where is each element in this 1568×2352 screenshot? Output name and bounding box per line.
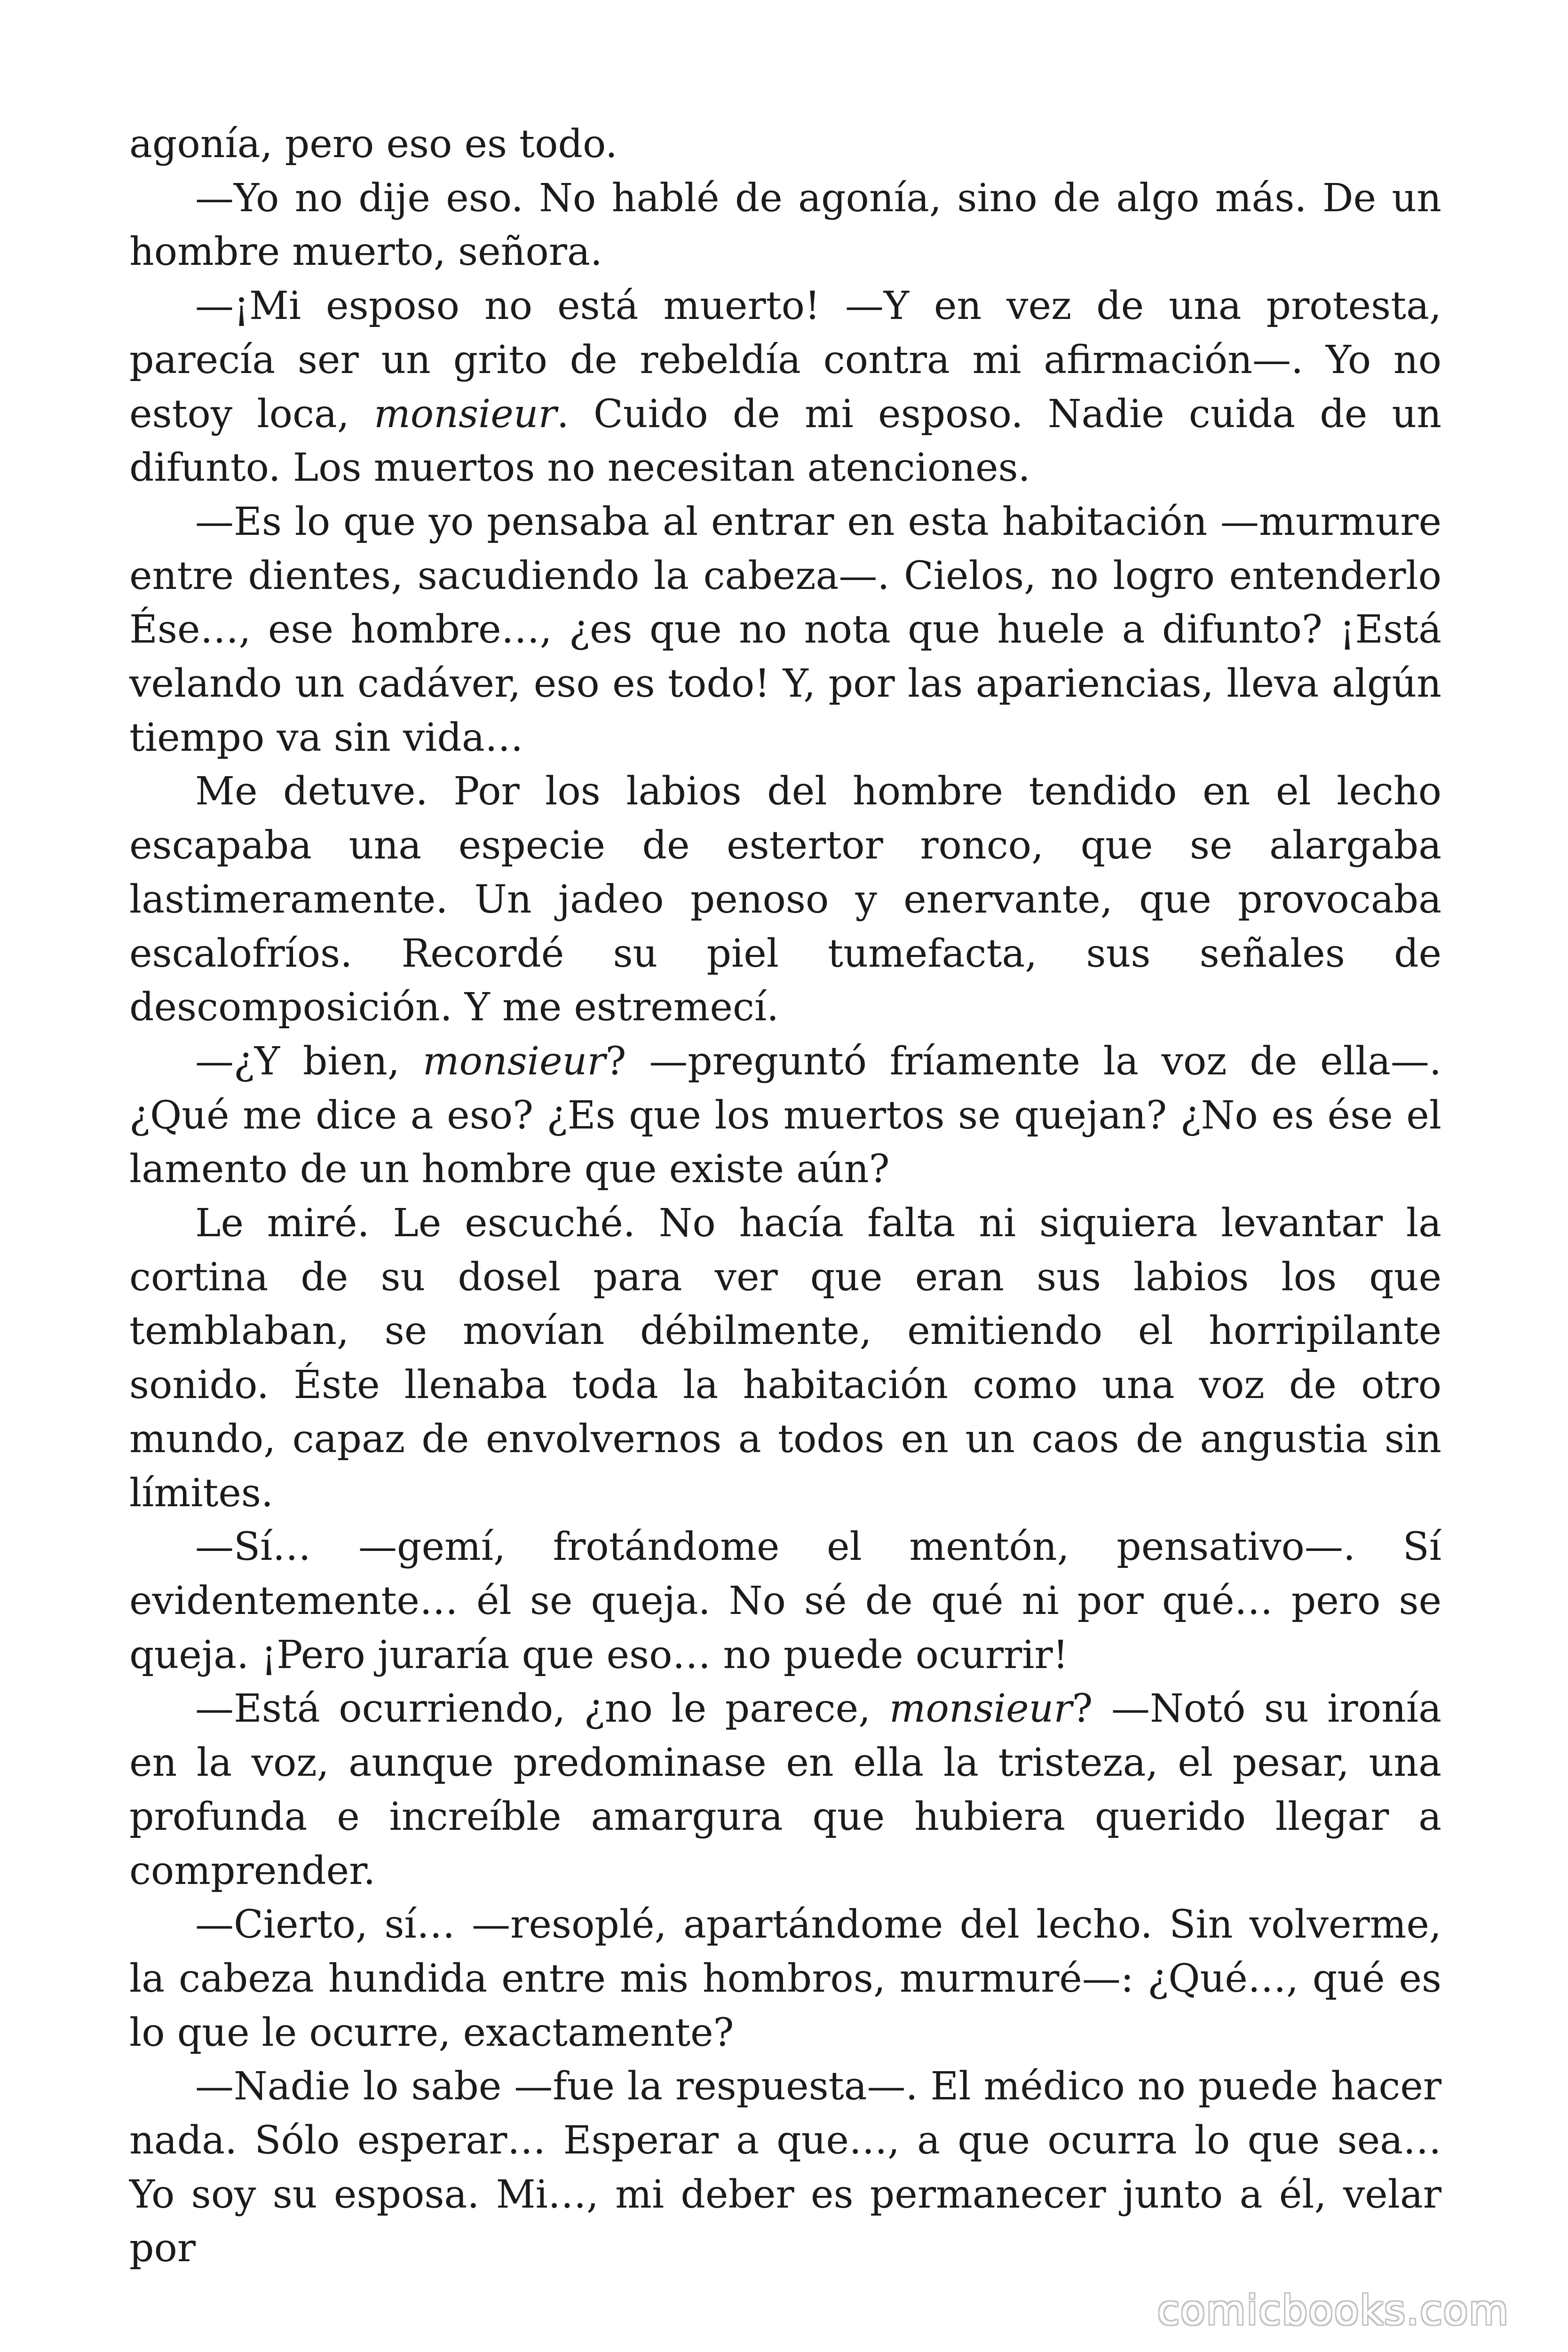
paragraph (129, 765, 1441, 1035)
text-segment: —Está ocurriendo, ¿no le parece, (195, 1686, 889, 1732)
text-segment: . Cuido de mi esposo. Nadie cuida de un difunto. Los muertos no necesitan atenciones. (129, 391, 1442, 491)
text-segment: agonía, pero eso es todo. (129, 122, 618, 167)
book-page-text (129, 118, 1441, 2276)
paragraph (129, 1682, 1441, 1898)
text-segment: —¡Mi esposo no está muerto! —Y en vez de una protesta, parecía ser un grito de rebeldía contra mi afirmación—. Yo no estoy loca, (129, 284, 1441, 437)
paragraph (129, 1898, 1441, 2060)
italic-text: monsieur (422, 1039, 606, 1084)
text-segment: —Cierto, sí… —resoplé, apartándome del lecho. Sin volverme, la cabeza hundida entre mis hombros, murmuré—: ¿Qué…, qué es lo que le ocurre, exactamente? (129, 1902, 1441, 2055)
text-segment: —Nadie lo sabe —fue la respuesta—. El médico no puede hacer nada. Sólo esperar… Esperar a que…, a que ocurra lo que sea… Yo soy su esposa. Mi…, mi deber es permanecer junto a él, velar por (129, 2064, 1441, 2271)
text-segment: —Sí… —gemí, frotándome el mentón, pensativo—. Sí evidentemente… él se queja. No sé de qué ni por qué… pero se queja. ¡Pero juraría que eso… no puede ocurrir! (129, 1525, 1441, 1677)
paragraph (129, 279, 1441, 495)
paragraph (129, 1520, 1441, 1682)
text-segment: ? —preguntó fríamente la voz de ella—. ¿Qué me dice a eso? ¿Es que los muertos se quejan? ¿No es ése el lamento de un hombre que existe aún? (129, 1039, 1441, 1192)
paragraph (129, 118, 1441, 172)
text-segment: Le miré. Le escuché. No hacía falta ni siquiera levantar la cortina de su dosel para ver que eran sus labios los que temblaban, se movían débilmente, emitiendo el horripilante sonido. Éste llenaba toda la habitación como una voz de otro mundo, capaz de envolvernos a todos en un caos de angustia sin límites. (129, 1201, 1441, 1516)
italic-text: monsieur (374, 391, 557, 437)
text-segment: ? —Notó su ironía en la voz, aunque predominase en ella la tristeza, el pesar, una profunda e increíble amargura que hubiera querido llegar a comprender. (129, 1686, 1441, 1893)
text-segment: Me detuve. Por los labios del hombre tendido en el lecho escapaba una especie de estertor ronco, que se alargaba lastimeramente. Un jadeo penoso y enervante, que provocaba escalofríos. Recordé su piel tumefacta, sus señales de descomposición. Y me estremecí. (129, 769, 1441, 1030)
text-segment: —Es lo que yo pensaba al entrar en esta habitación —murmure entre dientes, sacudiendo la cabeza—. Cielos, no logro entenderlo Ése…, ese hombre…, ¿es que no nota que huele a difunto? ¡Está velando un cadáver, eso es todo! Y, por las apariencias, lleva algún tiempo va sin vida… (129, 499, 1441, 760)
text-segment: —¿Y bien, (195, 1039, 423, 1084)
italic-text: monsieur (889, 1686, 1072, 1732)
paragraph (129, 1035, 1441, 1197)
watermark: comicbooks.com (1157, 2287, 1509, 2334)
paragraph (129, 172, 1441, 279)
paragraph (129, 1197, 1441, 1520)
paragraph (129, 2060, 1441, 2276)
paragraph (129, 495, 1441, 765)
text-segment: —Yo no dije eso. No hablé de agonía, sino de algo más. De un hombre muerto, señora. (129, 175, 1441, 275)
